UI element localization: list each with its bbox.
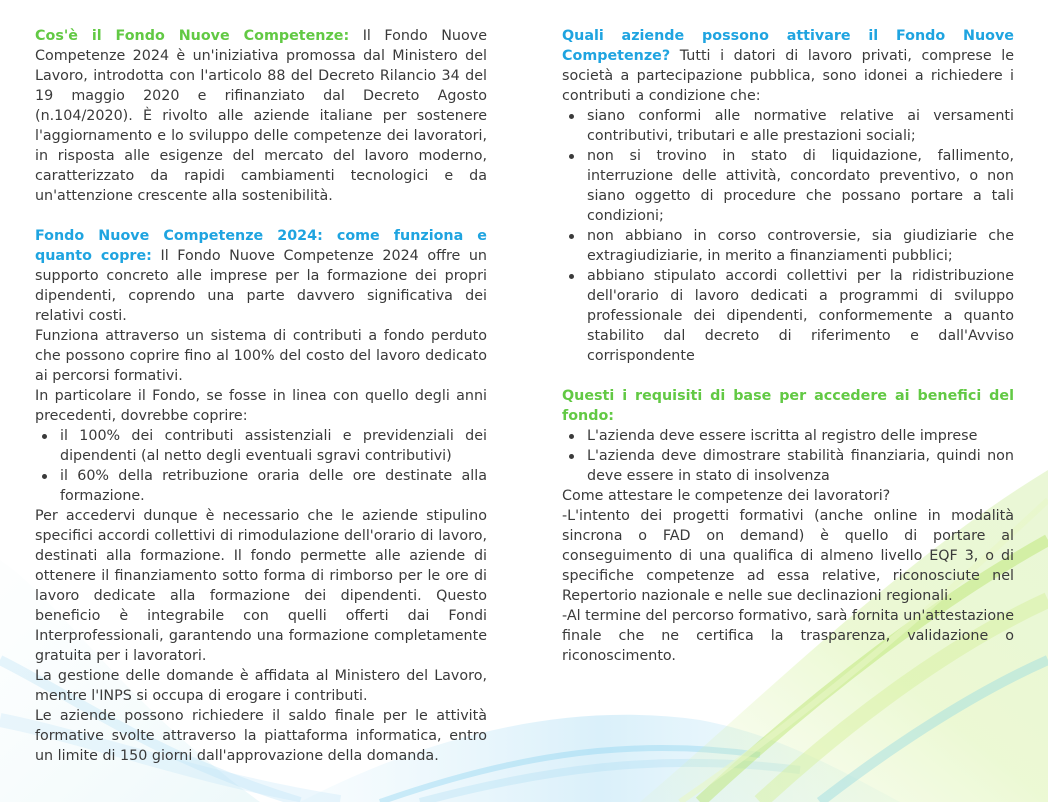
funding-paragraph: Funziona attraverso un sistema di contributi a fondo perduto che possono coprire fino al 100% del costo del lavoro dedicato ai percorsi formativi. (35, 328, 487, 384)
list-item: abbiano stipulato accordi collettivi per la ridistribuzione dell'orario di lavoro dedicati a programmi di sviluppo professionale dei dipendenti, conformemente a quanto stabilito dal decreto di riferimento e dall'Avviso corrispondente (562, 266, 1014, 366)
intro-paragraph (35, 26, 487, 206)
list-item: siano conformi alle normative relative ai versamenti contributivi, tributari e alle prestazioni sociali; (562, 106, 1014, 146)
coverage-intro-paragraph: In particolare il Fondo, se fosse in linea con quello degli anni precedenti, dovrebbe coprire: (35, 388, 487, 424)
training-goal-paragraph: -L'intento dei progetti formativi (anche online in modalità sincrona o FAD on demand) è quello di portare al conseguimento di una qualifica di almeno livello EQF 3, o di specifiche competenze ad essa relative, riconosciute nel Repertorio nazionale e nelle sue declinazioni regionali. (562, 508, 1014, 604)
management-paragraph: La gestione delle domande è affidata al Ministero del Lavoro, mentre l'INPS si occupa di erogare i contributi. (35, 668, 487, 704)
list-item: L'azienda deve dimostrare stabilità finanziaria, quindi non deve essere in stato di insolvenza (562, 446, 1014, 486)
left-column (35, 26, 487, 766)
coverage-list (35, 426, 487, 506)
list-item: non si trovino in stato di liquidazione, fallimento, interruzione delle attività, concordato preventivo, o non siano oggetto di procedure che possano portare a tali condizioni; (562, 146, 1014, 226)
how-it-works-paragraph (35, 226, 487, 326)
final-balance-paragraph: Le aziende possono richiedere il saldo finale per le attività formative svolte attraverso la piattaforma informatica, entro un limite di 150 giorni dall'approvazione della domanda. (35, 708, 487, 764)
right-column (562, 26, 1014, 666)
heading-come-funziona: Fondo Nuove Competenze 2024: come funziona e quanto copre: (35, 228, 487, 264)
heading-quali-aziende: Quali aziende possono attivare il Fondo Nuove Competenze? (562, 28, 1014, 64)
eligible-companies-text: Tutti i datori di lavoro privati, comprese le società a partecipazione pubblica, sono idonei a richiedere i contributi a condizione che: (562, 48, 1014, 104)
competence-question: Come attestare le competenze dei lavoratori? (562, 488, 891, 504)
requirements-list (562, 426, 1014, 486)
intro-text: Il Fondo Nuove Competenze 2024 è un'iniziativa promossa dal Ministero del Lavoro, introdotta con l'articolo 88 del Decreto Rilancio 34 del 19 maggio 2020 e rifinanziato dal Decreto Agosto (n.104/2020). È rivolto alle aziende italiane per sostenere l'aggiornamento e lo sviluppo delle competenze dei lavoratori, in risposta alle esigenze del mercato del lavoro moderno, caratterizzato da rapidi cambiamenti tecnologici e da un'attenzione crescente alla sostenibilità. (35, 28, 487, 204)
list-item: L'azienda deve essere iscritta al registro delle imprese (562, 426, 1014, 446)
list-item: non abbiano in corso controversie, sia giudiziarie che extragiudiziarie, in merito a finanziamenti pubblici; (562, 226, 1014, 266)
eligible-companies-paragraph (562, 26, 1014, 106)
access-paragraph: Per accedervi dunque è necessario che le aziende stipulino specifici accordi collettivi di rimodulazione dell'orario di lavoro, destinati alla formazione. Il fondo permette alle aziende di ottenere il finanziamento sotto forma di rimborso per le ore di lavoro dedicate alla formazione dei dipendenti. Questo beneficio è integrabile con quelli offerti dai Fondi Interprofessionali, garantendo una formazione completamente gratuita per i lavoratori. (35, 508, 487, 664)
heading-cos-e-il-fondo: Cos'è il Fondo Nuove Competenze: (35, 28, 350, 44)
heading-requisiti: Questi i requisiti di base per accedere ai benefici del fondo: (562, 388, 1014, 424)
conditions-list (562, 106, 1014, 366)
certification-paragraph: -Al termine del percorso formativo, sarà fornita un'attestazione finale che ne certifica la trasparenza, validazione o riconoscimento. (562, 608, 1014, 664)
list-item: il 100% dei contributi assistenziali e previdenziali dei dipendenti (al netto degli eventuali sgravi contributivi) (35, 426, 487, 466)
list-item: il 60% della retribuzione oraria delle ore destinate alla formazione. (35, 466, 487, 506)
how-it-works-text: Il Fondo Nuove Competenze 2024 offre un supporto concreto alle imprese per la formazione dei propri dipendenti, coprendo una parte davvero significativa dei relativi costi. (35, 248, 487, 324)
